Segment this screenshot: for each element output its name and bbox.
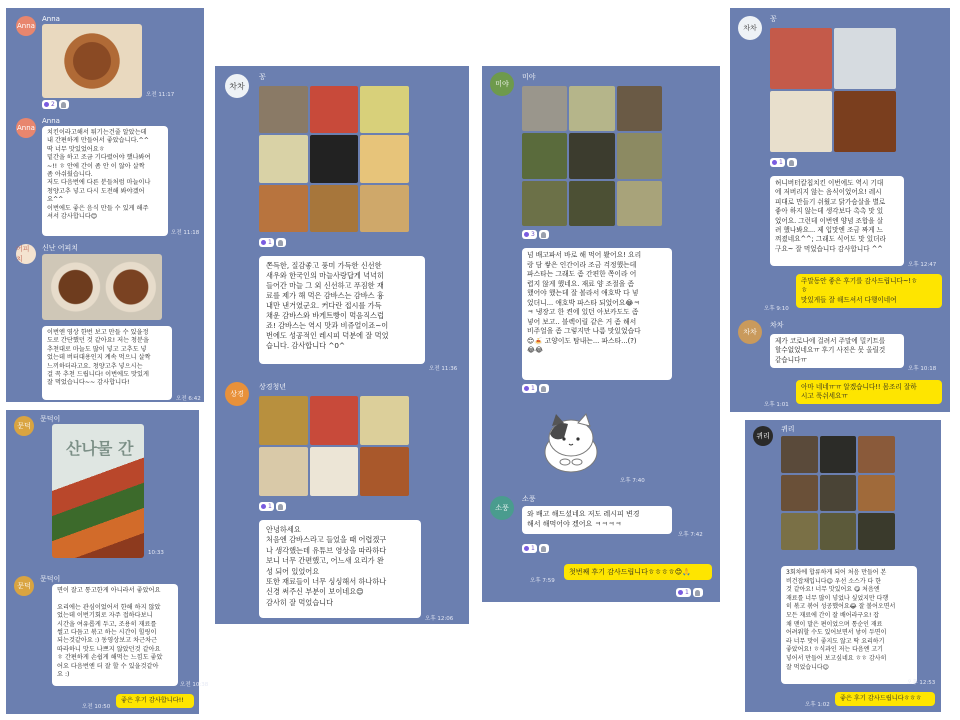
- avatar[interactable]: 미야: [490, 72, 514, 96]
- my-message-bubble: 아마 네네ㅠㅠ 알겠습니다!! 몸조리 잘하 시고 푹쉬세요ㅠ: [796, 380, 942, 404]
- food-photo[interactable]: [42, 24, 142, 98]
- timestamp: 오후 1:02: [805, 702, 830, 708]
- sender-name: 상경청년: [259, 383, 287, 391]
- message-bubble: 넘 배고파서 바로 해 먹어 봤어요! 요리 랑 담 쌓은 인간이라 조금 걱정했는데 파스타는 그래도 좀 간편한 쪽이라 어 렵지 않게 했네요. 재료 양 조절을 좀 했어야 했는데 잘 볼라서 애호박 다 넣 었더니... 애호박 파스타 되었어요😂ㅋ ㅋ 냉장고 한 켠에 있던 아보카도도 좀 넣어 보고.. 블렉이릴 같은 거 좀 해서 비주얼을 좀 그렇지만 나름 맛있었습다 😊🍝 고양이도 탐내는... 파스타...(?) 😂😂: [522, 248, 672, 380]
- reaction-bar[interactable]: 1: [259, 238, 286, 247]
- message-bubble: 허니버터칼칩치킨 이번에도 역시 기대 에 저버리지 않는 음식이었어요! 레시 피대로 만들기 쉬웠고 닭가슴살을 별로 좋아 하지 않는데 생각보다 촉촉 맛 있 었어요. 그런데 이번엔 양념 조합을 살 려 했나봐요... 제 입맛엔 조금 짜게 느 껴졌네요^^; 그래도 식어도 맛 있더라 구요~ 잘 먹었습니다 감사합니다 ^^: [770, 176, 904, 266]
- my-message-bubble: 첫번째 후기 감사드립니다ㅎㅎㅎㅎ😊🙏: [564, 564, 712, 580]
- avatar[interactable]: 소풍: [490, 496, 514, 520]
- reaction-bar[interactable]: 1: [522, 384, 549, 393]
- sender-name: Anna: [42, 15, 60, 23]
- sender-name: 문덕이: [40, 415, 61, 423]
- avatar[interactable]: 문덕: [14, 576, 34, 596]
- person-icon: [539, 544, 549, 553]
- avatar[interactable]: 차차: [225, 74, 249, 98]
- sender-name: 신난 어피치: [42, 244, 79, 252]
- timestamp: 오전 11:17: [146, 92, 175, 98]
- person-icon: [276, 502, 286, 511]
- chat-panel-mundeok: [6, 410, 209, 714]
- message-bubble: 안녕하세요 처음엔 감바스라고 들었을 때 어렵겠구 나 생각했는데 유튜브 영상을 따라하다 보니 너무 간편했고, 어느새 요리가 완 성 되어 있었어요 또한 재료들이 너무 싱싱해서 하나하나 신경 써주신 부분이 보이네요😊 감사히 잘 먹었습니다: [259, 520, 421, 618]
- timestamp: 오후 7:42: [678, 532, 703, 538]
- message-bubble: 면이 잘고 통고한게 아니라서 좋았어요 요리에는 관심이었어서 한해 하지 않았 었는데 이번기회로 자주 접하다보니 시간을 여유롭게 두고, 조용히 재료를 썰고 다듬고 볶고 하는 시간이 힐링이 되는것같아요 :) 동영상보고 차근차근 따라하니 맛도 나쁘지 않았던것 같아요 ㅎ 간편하게 손쉽게 해먹는 느낌도 좋았 어요 다음번엔 더 잘 할 수 있을것같아 요 :): [52, 584, 178, 686]
- person-icon: [539, 230, 549, 239]
- food-photo[interactable]: [52, 424, 144, 558]
- reaction-bar[interactable]: 1: [522, 544, 549, 553]
- chat-panel-japchae: [745, 420, 941, 712]
- reaction-bar[interactable]: 2: [42, 100, 69, 109]
- chat-panel-pasta: [482, 66, 720, 602]
- reaction-bar[interactable]: 3: [522, 230, 549, 239]
- chat-panel-anna: [6, 8, 204, 402]
- message-bubble: 치킨이라고해서 튀기는건줄 알았는데 내 간편하게 만들어서 좋았습니다.^^ 딱 너무 맛있었어요ㅎ 밑간을 하고 조금 기다렸어야 했나봐여 ~!! ㅎ 안에 간이 좀 안 이 않아 살짝 좀 아쉬웠습니다. 저도 다음번에 다른 분들처럼 마늘이나 청양고추 넣고 다시 도전해 봐야겠어 요^^ 이번에도 좋은 음식 만들 수 있게 해주 셔서 감사합니다😊: [42, 126, 168, 236]
- timestamp: 오전 10:50: [82, 704, 111, 710]
- my-message-bubble: 주말동안 좋은 후기를 감사드립니다~!ㅎ ㅎ 맛있게들 잘 해드셔서 다행이네여: [796, 274, 942, 308]
- reaction-bar[interactable]: 1: [676, 588, 703, 597]
- sender-name: 문덕이: [40, 575, 61, 583]
- avatar[interactable]: Anna: [16, 118, 36, 138]
- message-bubble: 쫀득한, 질감좋고 풍미 가득한 신선한 새우와 한국인의 마늘사랑답게 넉넉히 들어간 마늘 그 외 신선하고 푸짐한 재 료를 제가 해 먹은 감바스는 감바스 흉 내만 낸거였군요. 커다란 접시를 가득 채운 감바스와 바게트빵이 먹음직스럽 죠! 감바스는 역시 맛과 비쥬얼이죠~이 번에도 성공적인 레시피 덕분에 잘 먹었 습니다. 감사합니다 ^0^: [259, 256, 425, 364]
- reaction-bar[interactable]: 1: [259, 502, 286, 511]
- timestamp: 오전 11:18: [171, 230, 200, 236]
- avatar[interactable]: 문덕: [14, 416, 34, 436]
- person-icon: [787, 158, 797, 167]
- photo-grid[interactable]: [781, 436, 895, 550]
- timestamp: 10:33: [148, 550, 164, 556]
- timestamp: 오전 11:36: [429, 366, 458, 372]
- photo-grid[interactable]: [522, 86, 662, 226]
- timestamp: 오후 12:06: [425, 616, 454, 622]
- avatar[interactable]: 차차: [738, 16, 762, 40]
- my-message-bubble: 좋은 후기 감사합니다!!: [116, 694, 194, 708]
- message-bubble: 3회차에 합류하게 되어 처음 만들어 본 비건잡채입니다😊 우선 소스가 다 한 것 같아요! 너무 맛있어요 😋 처음엔 재료를 너무 많이 넣었나 싶었지만 다행 히 볶고 볶어 성공했어요😂 잘 볼어오면서 모든 재료에 간이 잘 배어라구요! 잡 채 맨이 말은 편이었으며 통순인 재료 어려워할 수도 있어보면서 낳이 두면이 라 너무 맛이 좋지도 않고 딱 요리하기 좋았어요! ㅎ식과인 저는 다음엔 고기 넣어서 만들어 보고싶네요 ㅎㅎ 감사히 잘 먹었습니다😊: [781, 566, 917, 684]
- avatar[interactable]: 퀴리: [753, 426, 773, 446]
- timestamp: 오전 6:42: [176, 396, 201, 402]
- sender-name: 미야: [522, 73, 536, 81]
- message-bubble: 와 배고 해드셨네요 저도 레시피 변경 해서 해먹어야 겠어요 ㅋㅋㅋㅋ: [522, 506, 672, 534]
- avatar[interactable]: 어피치: [16, 244, 36, 264]
- chat-panel-gambas: [215, 66, 469, 624]
- sender-name: 차차: [770, 321, 784, 329]
- photo-caption: 산나물 간: [66, 439, 134, 458]
- person-icon: [693, 588, 703, 597]
- cat-sticker[interactable]: [538, 412, 604, 476]
- sender-name: 퀴리: [781, 425, 795, 433]
- timestamp: 오후 12:47: [908, 262, 937, 268]
- my-message-bubble: 좋은 후기 감사드립니다ㅎㅎㅎ: [835, 692, 935, 706]
- timestamp: 오후 9:10: [764, 306, 789, 312]
- timestamp: 오후 10:18: [908, 366, 937, 372]
- sender-name: 꽁: [259, 73, 266, 81]
- photo-grid[interactable]: [259, 396, 409, 496]
- message-bubble: 이번엔 영상 한번 보고 만들 수 있을정 도로 간단했던 것 같아요! 저는 청분을 추천대로 마늘도 많이 넣고 고추도 넣 었는데 버터대용인지 계속 먹으니 살짝 느끼하더라고요. 청양고추 넣으시는 걸 꼭 추천 드립니다! 이번에도 맛있게 잘 먹었습니다~~ 감사합니다!: [42, 326, 172, 400]
- timestamp: 오후 7:40: [620, 478, 645, 484]
- person-icon: [276, 238, 286, 247]
- sender-name: 소풍: [522, 495, 536, 503]
- message-bubble: 제가 코로나에 걸려서 주말에 밀키트를 할수없었네요ㅠ 후기 사진은 못 올릴것 같습니다ㅠ: [770, 334, 904, 368]
- timestamp: 오후 7:59: [530, 578, 555, 584]
- timestamp: 오후 12:53: [907, 680, 936, 686]
- sender-name: Anna: [42, 117, 60, 125]
- person-icon: [539, 384, 549, 393]
- person-icon: [59, 100, 69, 109]
- timestamp: 오후 1:01: [764, 402, 789, 408]
- reaction-bar[interactable]: 1: [770, 158, 797, 167]
- timestamp: 오전 10:38: [180, 682, 209, 688]
- photo-grid[interactable]: [770, 28, 896, 152]
- photo-grid[interactable]: [259, 86, 409, 232]
- avatar[interactable]: 상경: [225, 382, 249, 406]
- sender-name: 꽁: [770, 15, 777, 23]
- avatar[interactable]: Anna: [16, 16, 36, 36]
- avatar[interactable]: 차차: [738, 320, 762, 344]
- food-photo[interactable]: [42, 254, 162, 320]
- chat-panel-honeybutter: [730, 8, 950, 412]
